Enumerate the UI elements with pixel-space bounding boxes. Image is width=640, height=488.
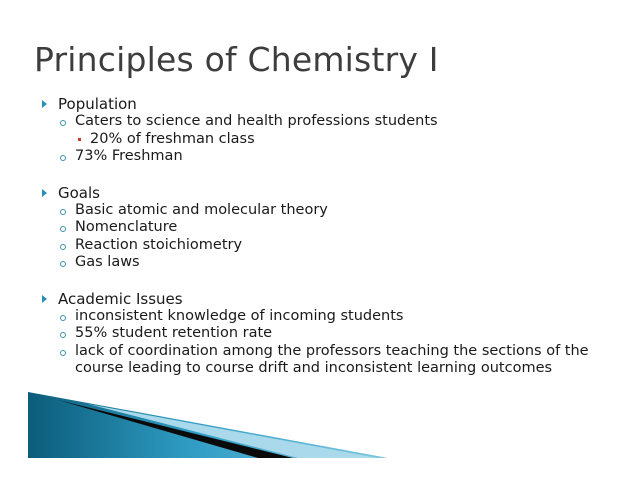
- ring-bullet-icon: [60, 350, 66, 356]
- ring-bullet-icon: [60, 332, 66, 338]
- ring-bullet-icon: [60, 226, 66, 232]
- section-goals: [40, 184, 630, 272]
- item-text: 55% student retention rate: [75, 325, 273, 341]
- bullet-item: [40, 308, 630, 326]
- item-text: Gas laws: [75, 254, 140, 270]
- bullet-item: [40, 343, 630, 378]
- item-text: 73% Freshman: [75, 148, 183, 164]
- bullet-heading: [40, 95, 630, 113]
- slide-content: [40, 95, 630, 378]
- triangle-arrow-icon: [42, 189, 47, 197]
- decorative-swoosh: [28, 390, 388, 460]
- section-academic-issues: [40, 290, 630, 378]
- sub-bullet-item: [40, 131, 630, 149]
- triangle-arrow-icon: [42, 100, 47, 108]
- triangle-arrow-icon: [42, 295, 47, 303]
- heading-text: Population: [58, 95, 137, 113]
- bullet-item: [40, 237, 630, 255]
- item-text: Basic atomic and molecular theory: [75, 201, 328, 218]
- heading-text: Academic Issues: [58, 289, 183, 308]
- ring-bullet-icon: [60, 244, 66, 250]
- subitem-text: 20% of freshman class: [90, 130, 255, 147]
- ring-bullet-icon: [60, 155, 66, 161]
- bullet-heading: [40, 290, 630, 308]
- bullet-heading: [40, 184, 630, 202]
- item-text: lack of coordination among the professors teaching the sections of the course leading to course drift and inconsistent learning outcomes: [75, 342, 589, 376]
- ring-bullet-icon: [60, 120, 66, 126]
- section-population: [40, 95, 630, 166]
- heading-text: Goals: [58, 183, 100, 202]
- bullet-item: [40, 113, 630, 131]
- bullet-item: [40, 325, 630, 343]
- ring-bullet-icon: [60, 261, 66, 267]
- item-text: Reaction stoichiometry: [75, 236, 243, 253]
- ring-bullet-icon: [60, 209, 66, 215]
- bullet-item: [40, 254, 630, 272]
- item-text: Nomenclature: [75, 219, 178, 235]
- square-bullet-icon: [78, 138, 81, 141]
- slide-title: Principles of Chemistry I: [34, 40, 439, 79]
- bullet-item: [40, 202, 630, 220]
- bullet-item: [40, 148, 630, 166]
- item-text: inconsistent knowledge of incoming students: [75, 307, 404, 324]
- swoosh-blue-shape: [28, 392, 388, 458]
- ring-bullet-icon: [60, 315, 66, 321]
- bullet-item: [40, 219, 630, 237]
- item-text: Caters to science and health professions students: [75, 113, 438, 129]
